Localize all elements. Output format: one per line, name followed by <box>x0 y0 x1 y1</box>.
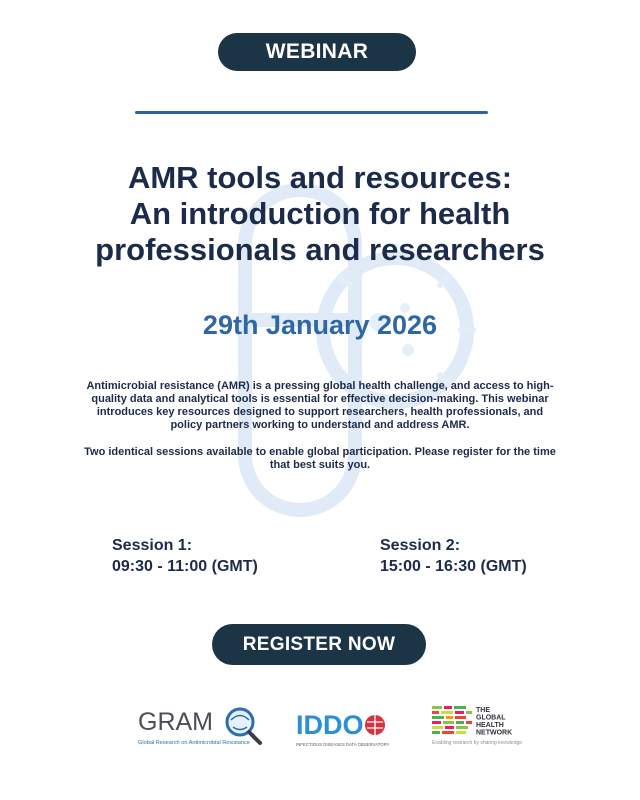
intro-paragraph: Antimicrobial resistance (AMR) is a pressing global health challenge, and access to high-quality data and analytical tools is essential for effective decision-making. This webinar introduces key resources designed to support researchers, health professionals, and policy partners working to understand and address AMR. <box>86 380 554 431</box>
iddo-wordmark: IDDO <box>296 710 364 740</box>
header-divider <box>135 111 488 114</box>
iddo-globe-icon <box>365 715 385 735</box>
gram-logo <box>136 700 272 750</box>
title-line: professionals and researchers <box>95 232 545 267</box>
title-line: An introduction for health <box>129 196 511 231</box>
the-global-health-network-logo <box>432 704 532 750</box>
session-label: Session 1: <box>112 537 193 554</box>
iddo-tagline: INFECTIOUS DISEASES DATA OBSERVATORY <box>296 742 390 747</box>
register-now-button[interactable]: REGISTER NOW <box>212 624 426 665</box>
title-line: AMR tools and resources: <box>127 160 513 195</box>
gram-wordmark: GRAM <box>138 708 213 736</box>
webinar-badge: WEBINAR <box>218 33 416 71</box>
session-time: 15:00 - 16:30 (GMT) <box>380 558 527 575</box>
partner-logos <box>0 700 640 760</box>
session-time: 09:30 - 11:00 (GMT) <box>112 558 258 575</box>
tghn-name-line: THE <box>476 707 490 714</box>
iddo-logo <box>296 706 400 752</box>
event-date: 29th January 2026 <box>202 310 438 340</box>
sessions-note: Two identical sessions available to enable global participation. Please register for the time that best suits you. <box>84 446 556 471</box>
tghn-tagline: Enabling research by sharing knowledge <box>432 740 523 746</box>
session-1 <box>112 535 258 577</box>
tghn-name-line: GLOBAL <box>476 714 506 722</box>
session-2 <box>380 535 527 577</box>
session-label: Session 2: <box>380 537 461 554</box>
colored-bars-icon <box>432 706 472 734</box>
gram-tagline: Global Research on Antimicrobial Resistance <box>138 740 250 746</box>
tghn-name-line: NETWORK <box>476 729 513 737</box>
page-title <box>60 160 580 268</box>
magnifier-globe-icon <box>227 709 260 743</box>
tghn-name-line: HEALTH <box>476 722 504 729</box>
